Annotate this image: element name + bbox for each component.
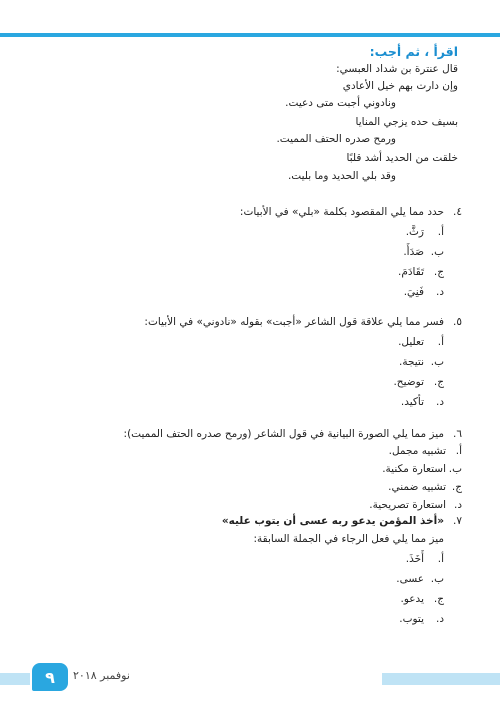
question-4 [38, 206, 462, 299]
poem-line: خلقت من الحديد أشد قلبًا [346, 151, 458, 164]
option-a[interactable] [38, 553, 458, 565]
option-letter: أ. [437, 226, 444, 239]
option-text: أَخَذَ. [405, 553, 424, 566]
footer-bar-right [382, 673, 500, 685]
question-text: حدد مما يلي المقصود بكلمة «بلي» في الأبيات: [239, 206, 444, 219]
option-letter: أ. [455, 445, 462, 458]
option-text: تشبيه ضمني. [388, 481, 446, 494]
poem-line: بسيف حده يزجي المنايا [355, 115, 458, 128]
poem-intro: قال عنترة بن شداد العبسي: [336, 63, 458, 75]
question-stem [38, 316, 462, 329]
question-number: ٧. [453, 515, 462, 528]
option-letter: ج. [451, 481, 462, 494]
question-number: ٤. [453, 206, 462, 219]
option-letter: أ. [437, 553, 444, 566]
question-5 [38, 316, 462, 409]
option-letter: ج. [433, 266, 444, 279]
option-letter: د. [435, 613, 444, 626]
option-b[interactable] [38, 573, 458, 585]
option-b[interactable] [38, 356, 458, 368]
option-c[interactable] [38, 481, 462, 494]
option-letter: ب. [430, 246, 444, 259]
question-stem [38, 515, 462, 528]
footer-date: نوفمبر ٢٠١٨ [73, 669, 130, 682]
question-stem [38, 206, 462, 219]
option-text: يدعو. [400, 593, 424, 606]
option-text: نتيجة. [398, 356, 424, 369]
option-text: فَنِيَ. [403, 286, 424, 299]
question-number: ٥. [453, 316, 462, 329]
option-text: تَقَادَمَ. [398, 266, 424, 279]
poem-line: وقد بلي الحديد وما بليت. [287, 169, 396, 182]
poem-line: ورمح صدره الحتف المميت. [276, 133, 396, 146]
option-a[interactable] [38, 226, 458, 238]
option-text: عسى. [396, 573, 424, 586]
question-quote: «أخذ المؤمن يدعو ربه عسى أن يتوب عليه» [221, 515, 444, 528]
question-stem [38, 428, 462, 441]
option-text: توضيح. [393, 376, 424, 389]
option-c[interactable] [38, 376, 458, 388]
question-6 [38, 428, 462, 512]
question-7 [38, 515, 462, 626]
page-number-badge: ٩ [32, 663, 68, 691]
top-accent-bar [0, 33, 500, 37]
option-text: استعارة مكنية. [382, 463, 446, 476]
option-b[interactable] [38, 463, 462, 476]
option-letter: د. [435, 286, 444, 299]
option-a[interactable] [38, 336, 458, 348]
option-c[interactable] [38, 266, 458, 278]
footer-bar-left [0, 673, 30, 685]
option-letter: ج. [433, 376, 444, 389]
question-subtext: ميز مما يلي فعل الرجاء في الجملة السابقة: [253, 533, 444, 546]
question-subtext-row [38, 533, 458, 545]
option-a[interactable] [38, 445, 462, 458]
option-b[interactable] [38, 246, 458, 258]
option-letter: ب. [430, 356, 444, 369]
question-number: ٦. [453, 428, 462, 441]
option-d[interactable] [38, 286, 458, 298]
question-text: فسر مما يلي علاقة قول الشاعر «أجبت» بقوله «نادوني» في الأبيات: [144, 316, 444, 329]
option-text: تأكيد. [400, 396, 424, 409]
option-letter: ب. [430, 573, 444, 586]
option-d[interactable] [38, 613, 458, 625]
option-text: رَثَّ. [405, 226, 424, 239]
section-heading: اقرأ ، ثم أجب: [369, 44, 458, 59]
option-letter: د. [453, 499, 462, 512]
poem-line: وإن دارت بهم خيل الأعادي [342, 79, 458, 92]
poem-block [38, 63, 458, 182]
option-letter: د. [435, 396, 444, 409]
option-d[interactable] [38, 396, 458, 408]
option-text: استعارة تصريحية. [369, 499, 446, 512]
poem-line: ونادوني أجبت متى دعيت. [285, 97, 396, 110]
option-text: تعليل. [398, 336, 424, 349]
option-letter: أ. [437, 336, 444, 349]
option-text: يتوب. [399, 613, 424, 626]
option-letter: ب. [448, 463, 462, 476]
question-text: ميز مما يلي الصورة البيانية في قول الشاعر (ورمح صدره الحتف المميت): [123, 428, 444, 441]
option-letter: ج. [433, 593, 444, 606]
option-text: صَدَأَ. [403, 246, 424, 259]
page-content [38, 44, 462, 626]
option-text: تشبيه مجمل. [388, 445, 446, 458]
option-c[interactable] [38, 593, 458, 605]
option-d[interactable] [38, 499, 462, 512]
